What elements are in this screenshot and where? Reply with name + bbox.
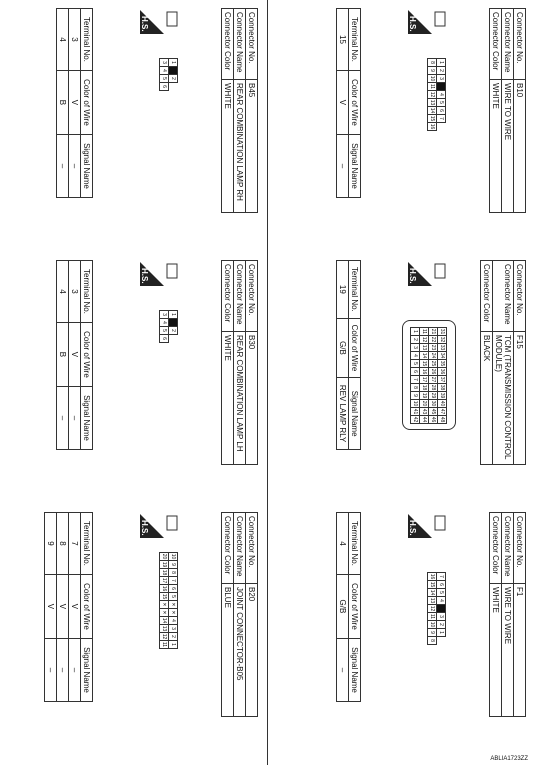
connector-no-value: F15 bbox=[514, 332, 526, 465]
connector-b45-face: 1 2 3 4 5 6 bbox=[160, 58, 178, 90]
connector-no-value: B45 bbox=[246, 80, 258, 213]
terminal-table bbox=[336, 512, 361, 702]
connector-no-value: B10 bbox=[514, 80, 526, 213]
terminal-table bbox=[44, 512, 93, 702]
connector-info-table bbox=[221, 8, 258, 213]
hs-label: H.S. bbox=[408, 16, 417, 32]
connector-name-value: TCM (TRANSMISSION CONTROL MODULE) bbox=[493, 332, 514, 465]
connector-no-value: B20 bbox=[246, 584, 258, 717]
connector-color-value: BLUE bbox=[222, 584, 234, 717]
signal-name-header: Signal Name bbox=[81, 134, 93, 197]
table-row bbox=[45, 513, 57, 702]
connector-name-value: REAR COMBINATION LAMP LH bbox=[234, 332, 246, 465]
connector-color-value: WHITE bbox=[490, 80, 502, 213]
terminal-no-cell: 8 bbox=[57, 513, 69, 575]
connector-name-label: Connector Name bbox=[234, 513, 246, 584]
connector-no-label: Connector No. bbox=[246, 261, 258, 332]
connector-no-label: Connector No. bbox=[246, 513, 258, 584]
connector-color-value: WHITE bbox=[222, 332, 234, 465]
connector-name-value: WIRE TO WIRE bbox=[502, 584, 514, 717]
connector-name-label: Connector Name bbox=[502, 9, 514, 80]
signal-name-header: Signal Name bbox=[81, 638, 93, 701]
terminal-no-cell: 3 bbox=[69, 261, 81, 323]
connector-panel-b10 bbox=[271, 8, 526, 258]
figure-code: ABLIA1723ZZ bbox=[490, 756, 528, 762]
signal-name-cell: – bbox=[69, 134, 81, 197]
table-row bbox=[57, 9, 69, 198]
connector-info-table bbox=[489, 512, 526, 717]
connector-name-value: WIRE TO WIRE bbox=[502, 80, 514, 213]
connector-b10-face: 1 2 3 4 5 6 7 8 9 10 11 12 13 14 15 16 bbox=[428, 58, 446, 130]
terminal-no-cell: 4 bbox=[57, 261, 69, 323]
connector-no-value: F1 bbox=[514, 584, 526, 717]
signal-name-cell: – bbox=[337, 638, 349, 701]
connector-no-value: B30 bbox=[246, 332, 258, 465]
terminal-no-header: Terminal No. bbox=[349, 513, 361, 575]
connector-color-label: Connector Color bbox=[222, 261, 234, 332]
connector-color-label: Connector Color bbox=[222, 513, 234, 584]
table-row bbox=[337, 261, 349, 450]
signal-name-cell: – bbox=[337, 134, 349, 197]
harness-side-icon bbox=[140, 10, 178, 34]
terminal-no-cell: 15 bbox=[337, 9, 349, 71]
signal-name-header: Signal Name bbox=[81, 386, 93, 449]
wire-color-cell: B bbox=[57, 70, 69, 134]
table-row bbox=[337, 9, 349, 198]
wire-color-cell: V bbox=[337, 70, 349, 134]
connector-info-table bbox=[221, 260, 258, 465]
connector-color-value: WHITE bbox=[490, 584, 502, 717]
wire-color-cell: V bbox=[57, 574, 69, 638]
wire-color-cell: V bbox=[69, 322, 81, 386]
terminal-table bbox=[56, 260, 93, 450]
connector-name-label: Connector Name bbox=[502, 513, 514, 584]
hs-label: H.S. bbox=[408, 268, 417, 284]
connector-panel-f15 bbox=[271, 260, 526, 510]
connector-color-label: Connector Color bbox=[490, 513, 502, 584]
wire-color-cell: G/B bbox=[337, 318, 349, 378]
harness-side-icon bbox=[408, 262, 446, 286]
table-row bbox=[57, 261, 69, 450]
terminal-no-cell: 7 bbox=[69, 513, 81, 575]
color-of-wire-header: Color of Wire bbox=[349, 318, 361, 378]
hs-label: H.S. bbox=[408, 520, 417, 536]
harness-side-icon bbox=[408, 10, 446, 34]
signal-name-cell: – bbox=[69, 386, 81, 449]
connector-info-table bbox=[489, 8, 526, 213]
signal-name-header: Signal Name bbox=[349, 638, 361, 701]
terminal-no-header: Terminal No. bbox=[349, 9, 361, 71]
color-of-wire-header: Color of Wire bbox=[349, 70, 361, 134]
connector-f1-face: 7 6 5 4 3 2 1 16 15 14 13 12 11 10 9 8 bbox=[428, 572, 446, 644]
terminal-no-cell: 19 bbox=[337, 261, 349, 319]
connector-no-label: Connector No. bbox=[514, 9, 526, 80]
connector-panel-f1 bbox=[271, 512, 526, 762]
connector-info-table bbox=[480, 260, 526, 465]
signal-name-cell: – bbox=[57, 134, 69, 197]
connector-color-label: Connector Color bbox=[490, 9, 502, 80]
terminal-no-cell: 4 bbox=[57, 9, 69, 71]
connector-no-label: Connector No. bbox=[246, 9, 258, 80]
table-row bbox=[69, 9, 81, 198]
connector-name-value: JOINT CONNECTOR-B05 bbox=[234, 584, 246, 717]
section-divider bbox=[267, 0, 268, 765]
table-row bbox=[69, 261, 81, 450]
color-of-wire-header: Color of Wire bbox=[349, 574, 361, 638]
wire-color-cell: G/B bbox=[337, 574, 349, 638]
terminal-table bbox=[336, 260, 361, 450]
hs-label: H.S. bbox=[140, 520, 149, 536]
terminal-no-header: Terminal No. bbox=[81, 261, 93, 323]
hs-label: H.S. bbox=[140, 16, 149, 32]
signal-name-cell: – bbox=[57, 386, 69, 449]
connector-name-label: Connector Name bbox=[493, 261, 514, 332]
connector-name-value: REAR COMBINATION LAMP RH bbox=[234, 80, 246, 213]
table-row bbox=[57, 513, 69, 702]
signal-name-cell: REV LAMP RLY bbox=[337, 378, 349, 450]
harness-side-icon bbox=[140, 514, 178, 538]
signal-name-cell: – bbox=[57, 638, 69, 701]
signal-name-header: Signal Name bbox=[349, 378, 361, 450]
harness-side-icon bbox=[140, 262, 178, 286]
connector-color-value: BLACK bbox=[481, 332, 493, 465]
color-of-wire-header: Color of Wire bbox=[81, 574, 93, 638]
connector-b20-face: 10 9 8 7 6 5 ✕ ✕ 4 3 2 1 20 19 18 17 16 15 ✕ ✕ 14 13 12 11 bbox=[161, 553, 176, 648]
terminal-no-header: Terminal No. bbox=[81, 9, 93, 71]
signal-name-cell: – bbox=[45, 638, 57, 701]
hs-label: H.S. bbox=[140, 268, 149, 284]
table-row bbox=[337, 513, 349, 702]
terminal-table bbox=[336, 8, 361, 198]
terminal-no-header: Terminal No. bbox=[349, 261, 361, 319]
harness-side-icon bbox=[408, 514, 446, 538]
terminal-no-cell: 4 bbox=[337, 513, 349, 575]
connector-no-label: Connector No. bbox=[514, 513, 526, 584]
wire-color-cell: V bbox=[45, 574, 57, 638]
connector-color-label: Connector Color bbox=[222, 9, 234, 80]
color-of-wire-header: Color of Wire bbox=[81, 322, 93, 386]
connector-panel-b20 bbox=[3, 512, 258, 762]
connector-panel-b45 bbox=[3, 8, 258, 258]
terminal-no-cell: 3 bbox=[69, 9, 81, 71]
connector-no-label: Connector No. bbox=[514, 261, 526, 332]
connector-panel-b30 bbox=[3, 260, 258, 510]
connector-name-label: Connector Name bbox=[234, 9, 246, 80]
table-row bbox=[69, 513, 81, 702]
connector-info-table bbox=[221, 512, 258, 717]
wire-color-cell: B bbox=[57, 322, 69, 386]
connector-b30-face: 1 2 3 4 5 6 bbox=[160, 310, 178, 342]
color-of-wire-header: Color of Wire bbox=[81, 70, 93, 134]
connector-name-label: Connector Name bbox=[234, 261, 246, 332]
terminal-table bbox=[56, 8, 93, 198]
terminal-no-header: Terminal No. bbox=[81, 513, 93, 575]
wire-color-cell: V bbox=[69, 70, 81, 134]
connector-color-value: WHITE bbox=[222, 80, 234, 213]
terminal-no-cell: 9 bbox=[45, 513, 57, 575]
connector-color-label: Connector Color bbox=[481, 261, 493, 332]
signal-name-header: Signal Name bbox=[349, 134, 361, 197]
signal-name-cell: – bbox=[69, 638, 81, 701]
wire-color-cell: V bbox=[69, 574, 81, 638]
connector-f15-face: 31 32 33 34 35 36 37 38 39 40 47 48 21 22 23 24 25 26 27 28 29 30 45 46 11 12 13 14 15 16 17 18 19 20 43 44 1 2 3 4 5 6 7 8 9 10 41 42 bbox=[402, 320, 456, 430]
